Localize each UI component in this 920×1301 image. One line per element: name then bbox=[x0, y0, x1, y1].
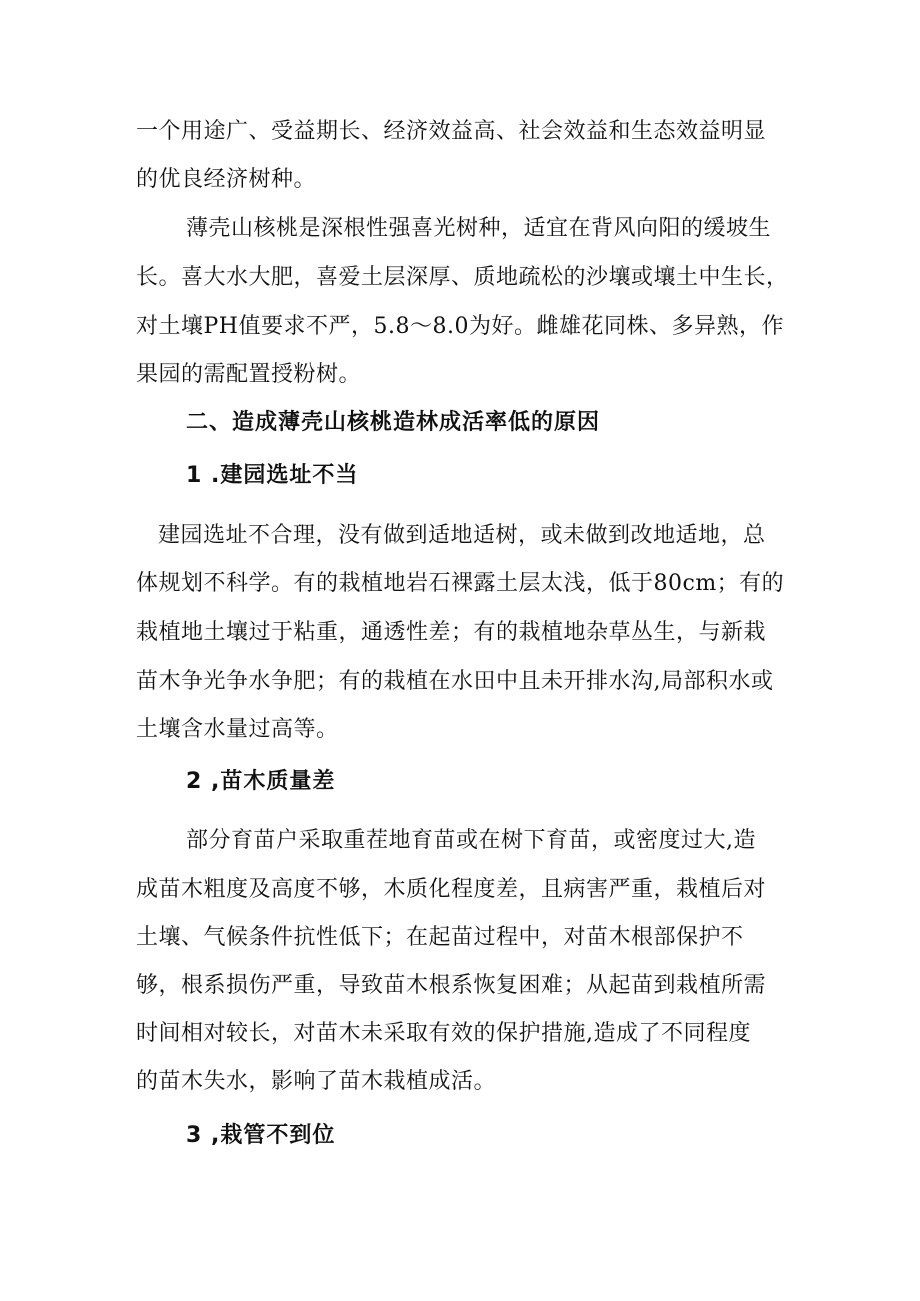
paragraph-3-line-1: 建园选址不合理，没有做到适地适树，或未做到改地适地，总 bbox=[158, 523, 766, 548]
paragraph-3-line-3: 栽植地土壤过于粘重，通透性差；有的栽植地杂草丛生，与新栽 bbox=[136, 620, 767, 645]
paragraph-1-line-1: 一个用途广、受益期长、经济效益高、社会效益和生态效益明显 bbox=[136, 119, 767, 144]
paragraph-4-line-1: 部分育苗户采取重茬地育苗或在树下育苗，或密度过大,造 bbox=[186, 828, 756, 853]
paragraph-3-line-4: 苗木争光争水争肥；有的栽植在水田中且未开排水沟,局部积水或 bbox=[136, 669, 774, 694]
paragraph-3-line-2: 体规划不科学。有的栽植地岩石裸露土层太浅，低于80cm；有的 bbox=[136, 571, 785, 596]
section-heading: 二、造成薄壳山核桃造林成活率低的原因 bbox=[186, 410, 601, 435]
paragraph-4-line-6: 的苗木失水，影响了苗木栽植成活。 bbox=[136, 1069, 497, 1094]
paragraph-1-line-2: 的优良经济树种。 bbox=[136, 167, 317, 192]
paragraph-2-line-3: 对土壤PH值要求不严，5.8～8.0为好。雌雄花同株、多异熟，作 bbox=[136, 314, 784, 339]
paragraph-4-line-5: 时间相对较长，对苗木未采取有效的保护措施,造成了不同程度 bbox=[136, 1021, 751, 1046]
paragraph-4-line-4: 够，根系损伤严重，导致苗木根系恢复困难；从起苗到栽植所需 bbox=[136, 973, 767, 998]
paragraph-4-line-2: 成苗木粗度及高度不够，木质化程度差，且病害严重，栽植后对 bbox=[136, 877, 767, 902]
paragraph-2-line-1: 薄壳山核桃是深根性强喜光树种，适宜在背风向阳的缓坡生 bbox=[186, 216, 772, 241]
subsection-3-heading: 3 ,栽管不到位 bbox=[186, 1123, 336, 1148]
paragraph-3-line-5: 土壤含水量过高等。 bbox=[136, 717, 339, 742]
paragraph-2-line-2: 长。喜大水大肥，喜爱土层深厚、质地疏松的沙壤或壤土中生长， bbox=[136, 265, 789, 290]
paragraph-2-line-4: 果园的需配置授粉树。 bbox=[136, 362, 362, 387]
subsection-2-heading: 2 ,苗木质量差 bbox=[186, 769, 336, 794]
paragraph-4-line-3: 土壤、气候条件抗性低下；在起苗过程中，对苗木根部保护不 bbox=[136, 925, 744, 950]
subsection-1-heading: 1 .建园选址不当 bbox=[186, 463, 359, 488]
